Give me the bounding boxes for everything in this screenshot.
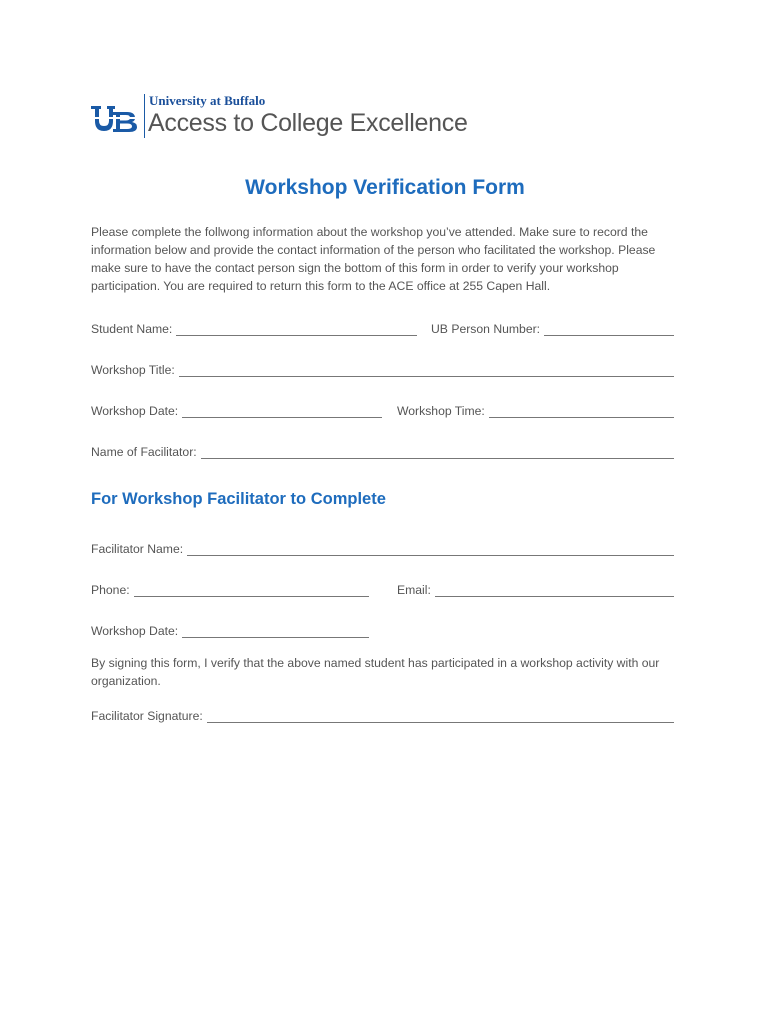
facilitator-section-heading: For Workshop Facilitator to Complete xyxy=(91,490,386,508)
workshop-time-line[interactable] xyxy=(489,404,674,418)
facilitator-name-field[interactable] xyxy=(91,538,674,556)
logo-program-name: Access to College Excellence xyxy=(148,109,468,137)
name-of-facilitator-line[interactable] xyxy=(201,445,674,459)
workshop-date-line[interactable] xyxy=(182,404,382,418)
student-row xyxy=(91,318,674,336)
ub-person-number-field[interactable] xyxy=(431,318,674,336)
facilitator-name-label: Facilitator Name: xyxy=(91,542,184,556)
name-of-facilitator-label: Name of Facilitator: xyxy=(91,445,197,459)
workshop-title-line[interactable] xyxy=(179,363,674,377)
student-name-label: Student Name: xyxy=(91,322,173,336)
workshop-title-field[interactable] xyxy=(91,359,674,377)
verification-statement: By signing this form, I verify that the above named student has participated in a workshop activity with our organization. xyxy=(91,656,660,688)
facilitator-name-row xyxy=(91,441,674,459)
workshop-time-field[interactable] xyxy=(397,400,674,418)
contact-row xyxy=(91,579,674,597)
name-of-facilitator-field[interactable] xyxy=(91,441,674,459)
logo-org-name: University at Buffalo xyxy=(149,93,266,108)
workshop-date-label: Workshop Date: xyxy=(91,404,179,418)
workshop-date-field[interactable] xyxy=(91,400,382,418)
facilitator-signature-field[interactable] xyxy=(91,705,674,723)
facilitator-signature-line[interactable] xyxy=(207,709,674,723)
facilitator-workshop-date-field[interactable] xyxy=(91,620,369,638)
logo-divider xyxy=(144,94,145,138)
facilitator-signature-label: Facilitator Signature: xyxy=(91,709,203,723)
form-title: Workshop Verification Form xyxy=(245,176,525,199)
facilitator-workshop-date-label: Workshop Date: xyxy=(91,624,179,638)
student-name-line[interactable] xyxy=(176,322,417,336)
ub-monogram-icon xyxy=(89,106,139,132)
form-instructions: Please complete the follwong information about the workshop you’ve attended. Make sure to record the information below and provide the contact information of the person who facilitated the workshop. Please make sure to have the contact person sign the bottom of this form in order to verify your workshop participation. You are required to return this form to the ACE office at 255 Capen Hall. xyxy=(91,225,656,293)
email-line[interactable] xyxy=(435,583,674,597)
email-field[interactable] xyxy=(397,579,674,597)
facilitator-workshop-date-line[interactable] xyxy=(182,624,369,638)
ub-person-number-label: UB Person Number: xyxy=(431,322,541,336)
ub-person-number-line[interactable] xyxy=(544,322,674,336)
phone-field[interactable] xyxy=(91,579,369,597)
phone-line[interactable] xyxy=(134,583,369,597)
signature-row xyxy=(91,705,674,723)
workshop-title-label: Workshop Title: xyxy=(91,363,175,377)
email-label: Email: xyxy=(397,583,431,597)
workshop-datetime-row xyxy=(91,400,674,418)
student-name-field[interactable] xyxy=(91,318,417,336)
facilitator-date-row xyxy=(91,620,674,638)
workshop-time-label: Workshop Time: xyxy=(397,404,485,418)
facilitator-name-input-row xyxy=(91,538,674,556)
workshop-title-row xyxy=(91,359,674,377)
facilitator-name-line[interactable] xyxy=(187,542,674,556)
phone-label: Phone: xyxy=(91,583,130,597)
